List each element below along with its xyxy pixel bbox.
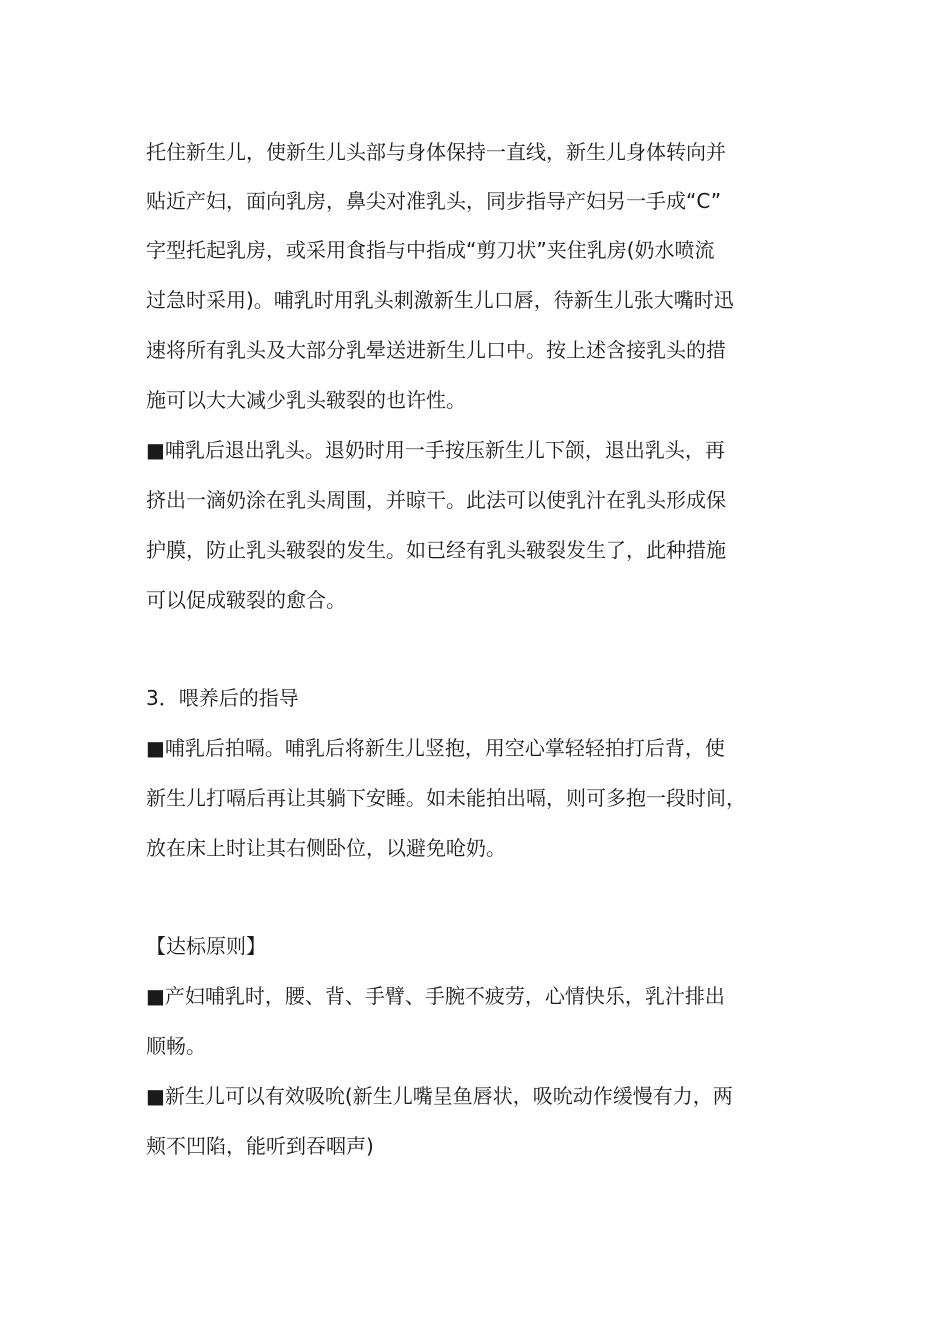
section-heading: 【达标原则】 — [146, 934, 266, 958]
body-text-line: 护膜，防止乳头皲裂的发生。如已经有乳头皲裂发生了，此种措施 — [146, 538, 726, 562]
body-text-line: 速将所有乳头及大部分乳晕送进新生儿口中。按上述含接乳头的措 — [146, 338, 726, 362]
bullet-paragraph-line: ■哺乳后退出乳头。退奶时用一手按压新生儿下颌，退出乳头，再 — [146, 438, 725, 462]
bullet-paragraph-line: ■新生儿可以有效吸吮(新生儿嘴呈鱼唇状，吸吮动作缓慢有力，两 — [146, 1084, 733, 1108]
body-text-line: 顺畅。 — [146, 1034, 206, 1058]
body-text-line: 挤出一滴奶涂在乳头周围，并晾干。此法可以使乳汁在乳头形成保 — [146, 488, 726, 512]
body-text-line: 托住新生儿，使新生儿头部与身体保持一直线，新生儿身体转向并 — [146, 140, 726, 164]
body-text-line: 过急时采用)。哺乳时用乳头刺激新生儿口唇，待新生儿张大嘴时迅 — [146, 288, 734, 312]
bullet-paragraph-line: ■哺乳后拍嗝。哺乳后将新生儿竖抱，用空心掌轻轻拍打后背，使 — [146, 736, 725, 760]
body-text-line: 贴近产妇，面向乳房，鼻尖对准乳头，同步指导产妇另一手成“C” — [146, 189, 722, 213]
body-text-line: 字型托起乳房，或采用食指与中指成“剪刀状”夹住乳房(奶水喷流 — [146, 238, 715, 262]
section-heading: 3．喂养后的指导 — [146, 686, 299, 710]
body-text-line: 颊不凹陷，能听到吞咽声) — [146, 1134, 374, 1158]
body-text-line: 施可以大大减少乳头皲裂的也许性。 — [146, 388, 466, 412]
bullet-paragraph-line: ■产妇哺乳时，腰、背、手臂、手腕不疲劳，心情快乐，乳汁排出 — [146, 984, 725, 1008]
body-text-line: 可以促成皲裂的愈合。 — [146, 588, 346, 612]
body-text-line: 新生儿打嗝后再让其躺下安睡。如未能拍出嗝，则可多抱一段时间， — [146, 786, 746, 810]
body-text-line: 放在床上时让其右侧卧位，以避免呛奶。 — [146, 836, 506, 860]
